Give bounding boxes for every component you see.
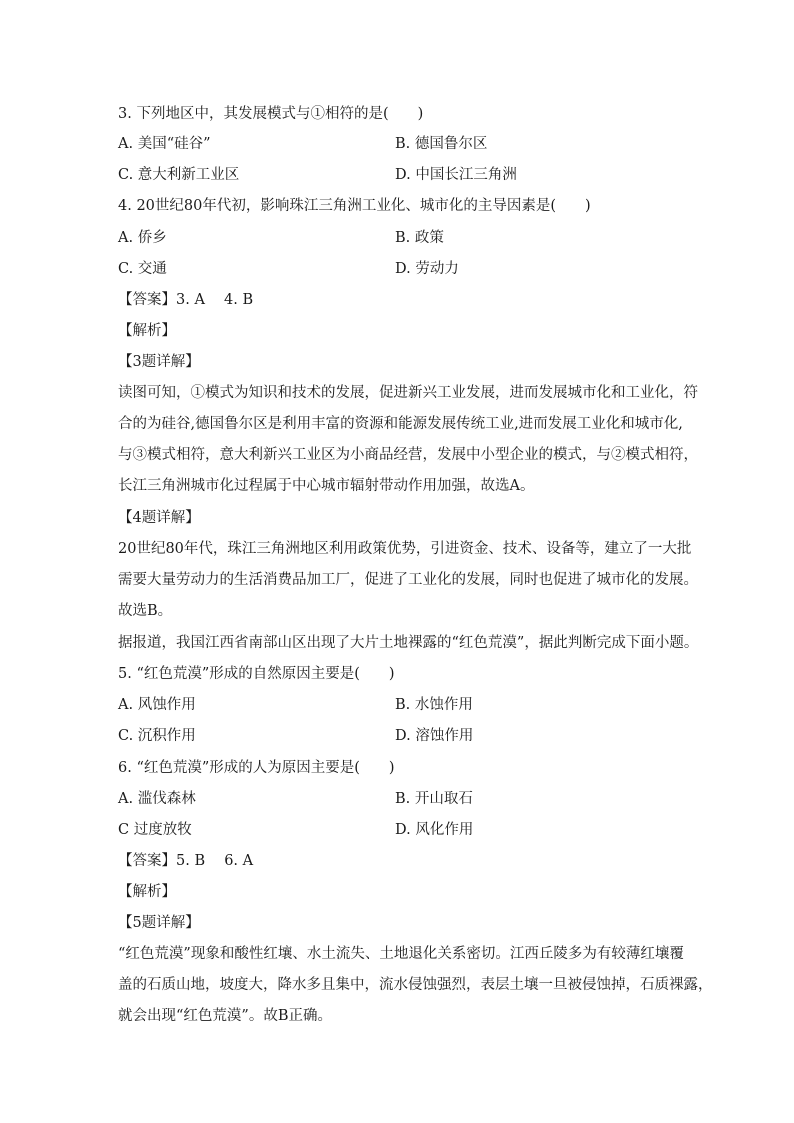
detail-5-line: 就会出现“红色荒漠”。故B正确。 [118, 1008, 332, 1024]
detail-3-line: 读图可知，①模式为知识和技术的发展，促进新兴工业发展，进而发展城市化和工业化，符 [118, 385, 698, 401]
question-3-option-a: A. 美国“硅谷” [118, 136, 211, 152]
answer-block-2: 【答案】5. B 6. A [118, 853, 254, 869]
detail-4-line: 20世纪80年代，珠江三角洲地区利用政策优势，引进资金、技术、设备等，建立了一大批 [118, 541, 692, 557]
detail-5-line: 盖的石质山地，坡度大，降水多且集中，流水侵蚀强烈，表层土壤一旦被侵蚀掉，石质裸露， [118, 977, 713, 993]
detail-4-title: 【4题详解】 [118, 510, 200, 526]
analysis-label-2: 【解析】 [118, 884, 176, 900]
question-4-option-c: C. 交通 [118, 261, 167, 277]
question-6-option-b: B. 开山取石 [395, 791, 473, 807]
question-4-option-b: B. 政策 [395, 230, 444, 246]
question-5-option-a: A. 风蚀作用 [118, 697, 196, 713]
detail-5-line: “红色荒漠”现象和酸性红壤、水土流失、土地退化关系密切。江西丘陵多为有较薄红壤覆 [118, 946, 684, 962]
question-6-option-d: D. 风化作用 [395, 822, 474, 838]
answer-block-1: 【答案】3. A 4. B [118, 292, 254, 308]
analysis-label-1: 【解析】 [118, 323, 176, 339]
detail-4-line: 故选B。 [118, 603, 173, 619]
detail-3-line: 与③模式相符，意大利新兴工业区为小商品经营，发展中小型企业的模式，与②模式相符， [118, 447, 698, 463]
question-5-option-c: C. 沉积作用 [118, 728, 196, 744]
detail-3-line: 合的为硅谷,德国鲁尔区是利用丰富的资源和能源发展传统工业,进而发展工业化和城市化, [118, 416, 683, 432]
question-3-option-d: D. 中国长江三角洲 [395, 167, 517, 183]
question-6-stem: 6. “红色荒漠”形成的人为原因主要是( ) [118, 760, 395, 776]
detail-3-title: 【3题详解】 [118, 354, 200, 370]
question-group-intro: 据报道，我国江西省南部山区出现了大片土地裸露的“红色荒漠”，据此判断完成下面小题。 [118, 635, 699, 651]
question-5-option-d: D. 溶蚀作用 [395, 728, 474, 744]
question-5-stem: 5. “红色荒漠”形成的自然原因主要是( ) [118, 666, 395, 682]
question-6-option-a: A. 滥伐森林 [118, 791, 196, 807]
detail-5-title: 【5题详解】 [118, 915, 200, 931]
detail-4-line: 需要大量劳动力的生活消费品加工厂，促进了工业化的发展，同时也促进了城市化的发展。 [118, 572, 698, 588]
question-5-option-b: B. 水蚀作用 [395, 697, 473, 713]
question-6-option-c: C 过度放牧 [118, 822, 192, 838]
question-4-option-a: A. 侨乡 [118, 230, 167, 246]
question-3-option-b: B. 德国鲁尔区 [395, 136, 488, 152]
question-4-option-d: D. 劳动力 [395, 261, 459, 277]
question-3-option-c: C. 意大利新工业区 [118, 167, 240, 183]
detail-3-line: 长江三角洲城市化过程属于中心城市辐射带动作用加强，故选A。 [118, 478, 535, 494]
question-3-stem: 3. 下列地区中，其发展模式与①相符的是( ) [118, 106, 424, 122]
question-4-stem: 4. 20世纪80年代初，影响珠江三角洲工业化、城市化的主导因素是( ) [118, 198, 591, 214]
